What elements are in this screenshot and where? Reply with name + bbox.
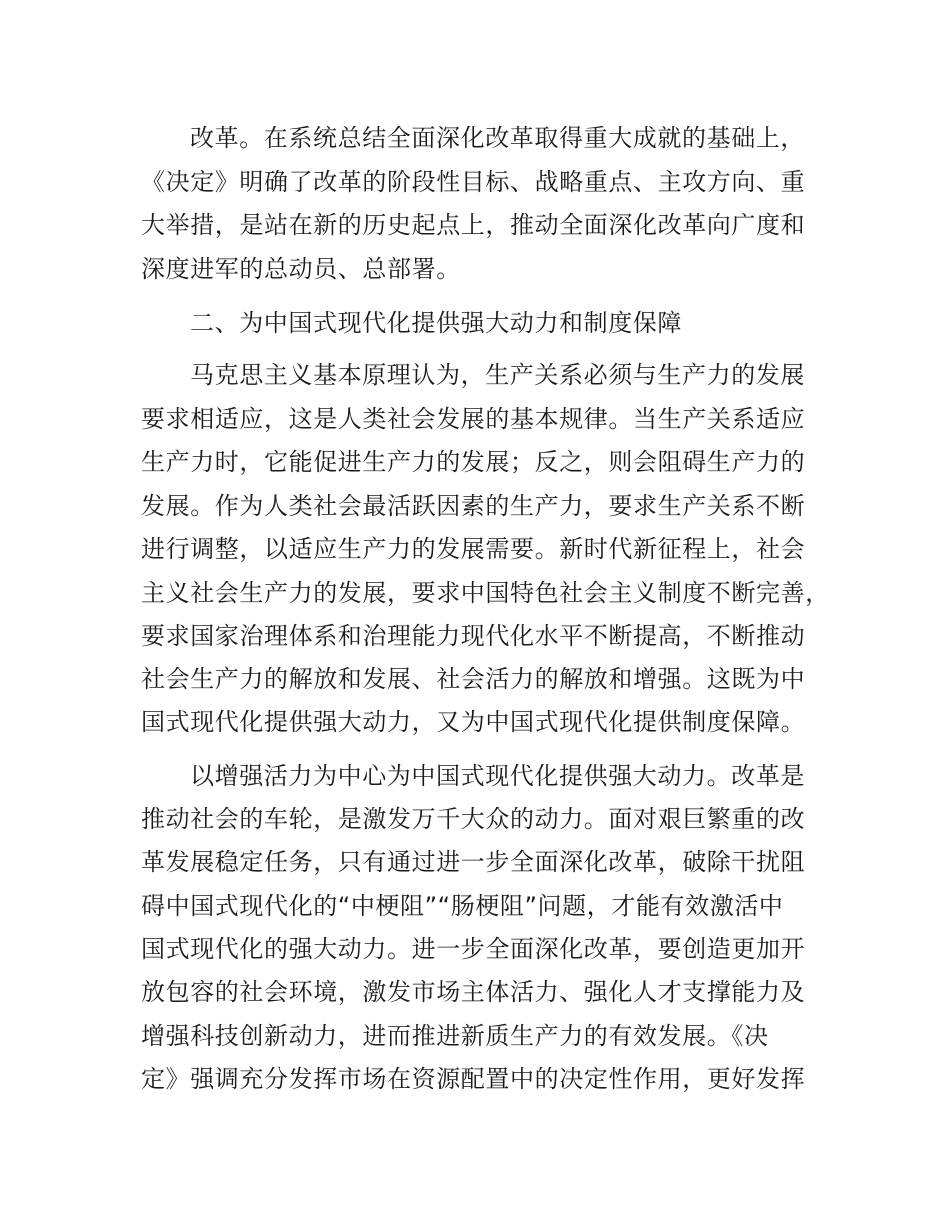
- text-line: 国式现代化提供强大动力，又为中国式现代化提供制度保障。: [141, 708, 806, 736]
- text-line: 碍中国式现代化的“中梗阻”“肠梗阻”问题，才能有效激活中: [141, 892, 784, 920]
- text-line: 定》强调充分发挥市场在资源配置中的决定性作用，更好发挥: [141, 1065, 806, 1093]
- text-line: 社会生产力的解放和发展、社会活力的解放和增强。这既为中: [141, 665, 806, 693]
- text-line: 推动社会的车轮，是激发万千大众的动力。面对艰巨繁重的改: [141, 805, 806, 833]
- text-line: 以增强活力为中心为中国式现代化提供强大动力。改革是: [190, 762, 805, 790]
- section-heading: 二、为中国式现代化提供强大动力和制度保障: [190, 309, 682, 337]
- text-line: 要求国家治理体系和治理能力现代化水平不断提高，不断推动: [141, 622, 806, 650]
- text-line: 主义社会生产力的发展，要求中国特色社会主义制度不断完善，: [141, 579, 830, 607]
- text-line: 深度进军的总动员、总部署。: [141, 255, 461, 283]
- text-line: 马克思主义基本原理认为，生产关系必须与生产力的发展: [190, 361, 805, 389]
- text-line: 革发展稳定任务，只有通过进一步全面深化改革，破除干扰阻: [141, 848, 806, 876]
- text-line: 发展。作为人类社会最活跃因素的生产力，要求生产关系不断: [141, 492, 806, 520]
- text-line: 国式现代化的强大动力。进一步全面深化改革，要创造更加开: [141, 935, 806, 963]
- text-line: 增强科技创新动力，进而推进新质生产力的有效发展。《决: [141, 1022, 769, 1050]
- text-line: 放包容的社会环境，激发市场主体活力、强化人才支撑能力及: [141, 978, 806, 1006]
- text-line: 大举措，是站在新的历史起点上，推动全面深化改革向广度和: [141, 211, 806, 239]
- text-line: 生产力时，它能促进生产力的发展；反之，则会阻碍生产力的: [141, 448, 806, 476]
- text-line: 要求相适应，这是人类社会发展的基本规律。当生产关系适应: [141, 405, 806, 433]
- text-line: 进行调整，以适应生产力的发展需要。新时代新征程上，社会: [141, 535, 806, 563]
- text-line: 《决定》明确了改革的阶段性目标、战略重点、主攻方向、重: [141, 168, 806, 196]
- text-line: 改革。在系统总结全面深化改革取得重大成就的基础上，: [190, 124, 805, 152]
